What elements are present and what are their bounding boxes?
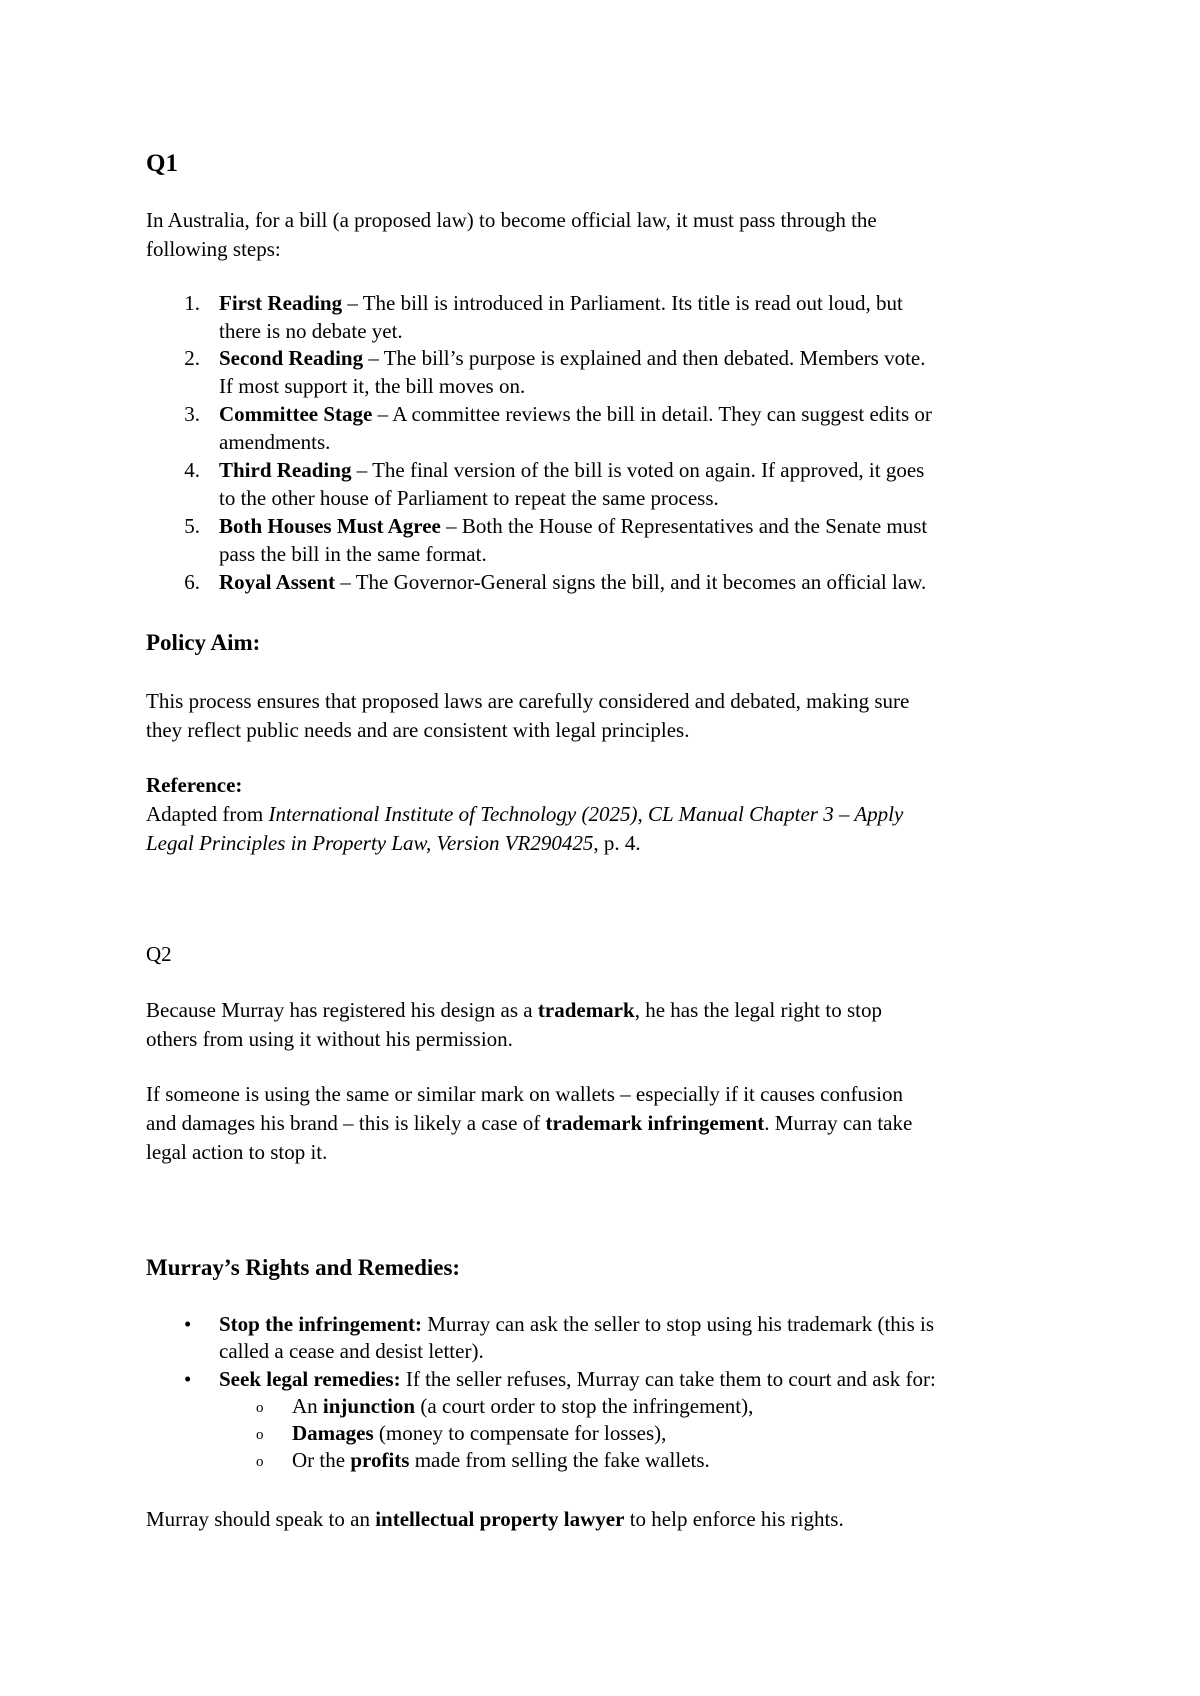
bullet-term: Stop the infringement: — [219, 1312, 422, 1336]
ip-lawyer-term: intellectual property lawyer — [375, 1507, 625, 1531]
q2-p1-line-1: Because Murray has registered his design as a trademark, he has the legal right to stop — [146, 998, 882, 1022]
step-text-continued: amendments. — [219, 429, 331, 454]
reference-line-2 — [146, 829, 641, 858]
list-number: 6. — [184, 570, 200, 594]
closing-line: Murray should speak to an intellectual property lawyer to help enforce his rights. — [146, 1507, 844, 1531]
rights-remedies-heading: Murray’s Rights and Remedies: — [146, 1255, 461, 1280]
q1-intro-line-1: In Australia, for a bill (a proposed law) to become official law, it must pass through the — [146, 208, 877, 232]
reference-label: Reference: — [146, 773, 243, 797]
q1-heading: Q1 — [146, 150, 178, 177]
step-term: Third Reading — [219, 458, 352, 482]
trademark-infringement-term: trademark infringement — [545, 1111, 765, 1135]
reference-line-1 — [146, 800, 903, 829]
reference-title-continued: Legal Principles in Property Law, Version VR290425 — [146, 831, 594, 855]
step-text: – The bill is introduced in Parliament. Its title is read out loud, but — [342, 291, 903, 315]
step-text: – Both the House of Representatives and the Senate must — [440, 514, 928, 538]
reference-suffix: , p. 4. — [593, 831, 641, 855]
step-text-continued: to the other house of Parliament to repeat the same process. — [219, 485, 719, 510]
list-number: 3. — [184, 402, 200, 426]
bullet-icon: • — [184, 1312, 192, 1336]
list-number: 2. — [184, 346, 200, 370]
step-term: First Reading — [219, 291, 343, 315]
document-page: Q1 In Australia, for a bill (a proposed law) to become official law, it must pass through the following steps: 1. First Reading – The bill is introduced in Parliament. Its title is read out loud, but there is no debate yet. 2. Second Reading – The bill’s purpose is explained and then debated. Members vote. If most support it, the bill moves on. 3. Committee Stage – A committee reviews the bill in detail. They can suggest edits or amendments. 4. Third Reading – The final version of the bill is voted on again. If approved, it goes to the other house of Parliament to repeat the same process. 5. Both Houses Must Agree – Both the House of Representatives and the Senate must pass the bill in the same format. 6. Royal Assent – The Governor-General signs the bill, and it becomes an official law. Policy Aim: This process ensures that proposed laws are carefully considered and debated, making sure they reflect public needs and are consistent with legal principles. Reference: Adapted from International Institute of Technology (2025), CL Manual Chapter 3 – Apply Legal Principles in Property Law, Version VR290425, p. 4. Q2 Because Murray has registered his design as a trademark, he has the legal right to stop others from using it without his permission. If someone is using the same or similar mark on wallets – especially if it causes confusion and damages his brand – this is likely a case of trademark infringement. Murray can take legal action to stop it. Murray’s Rights and Remedies: • Stop the infringement: Murray can ask the seller to stop using his trademark (this is called a cease and desist letter). • Seek legal remedies: If the seller refuses, Murray can take them to court and ask for: o An injunction (a court order to stop the infringement), o Damages (money to compensate for losses), o Or the profits made from selling the fake wallets. Murray should speak to an intellectual property lawyer to help enforce his rights. — [0, 0, 1200, 1696]
policy-aim-heading: Policy Aim: — [146, 630, 261, 655]
list-number: 4. — [184, 458, 200, 482]
sub-bullet-icon: o — [256, 1400, 264, 1416]
bullet-icon: • — [184, 1367, 192, 1391]
step-text: – The bill’s purpose is explained and then debated. Members vote. — [363, 346, 926, 370]
list-number: 5. — [184, 514, 200, 538]
step-text: – A committee reviews the bill in detail. They can suggest edits or — [372, 402, 932, 426]
q1-intro-line-2: following steps: — [146, 237, 281, 261]
step-text-continued: pass the bill in the same format. — [219, 541, 487, 566]
policy-aim-line-2: they reflect public needs and are consistent with legal principles. — [146, 718, 690, 742]
step-text-continued: there is no debate yet. — [219, 318, 403, 343]
step-text: – The Governor-General signs the bill, and it becomes an official law. — [335, 570, 927, 594]
q2-p2-line-1: If someone is using the same or similar mark on wallets – especially if it causes confusion — [146, 1082, 903, 1106]
reference-title: International Institute of Technology (2025), CL Manual Chapter 3 – Apply — [268, 802, 904, 826]
trademark-term: trademark — [537, 998, 635, 1022]
q2-p2-line-3: legal action to stop it. — [146, 1140, 328, 1164]
list-number: 1. — [184, 291, 200, 315]
step-text: – The final version of the bill is voted on again. If approved, it goes — [351, 458, 925, 482]
sub-bullet-icon: o — [256, 1427, 264, 1443]
step-term: Second Reading — [219, 346, 364, 370]
step-term: Both Houses Must Agree — [219, 514, 441, 538]
reference-prefix: Adapted from — [146, 802, 269, 826]
policy-aim-line-1: This process ensures that proposed laws are carefully considered and debated, making sure — [146, 689, 910, 713]
bullet-term: Seek legal remedies: — [219, 1367, 401, 1391]
step-text-continued: If most support it, the bill moves on. — [219, 373, 526, 398]
sub-bullet-icon: o — [256, 1454, 264, 1470]
step-term: Royal Assent — [219, 570, 336, 594]
step-term: Committee Stage — [219, 402, 373, 426]
q2-p2-line-2: and damages his brand – this is likely a case of trademark infringement. Murray can take — [146, 1111, 913, 1135]
q2-heading: Q2 — [146, 942, 172, 966]
q2-p1-line-2: others from using it without his permission. — [146, 1027, 513, 1051]
